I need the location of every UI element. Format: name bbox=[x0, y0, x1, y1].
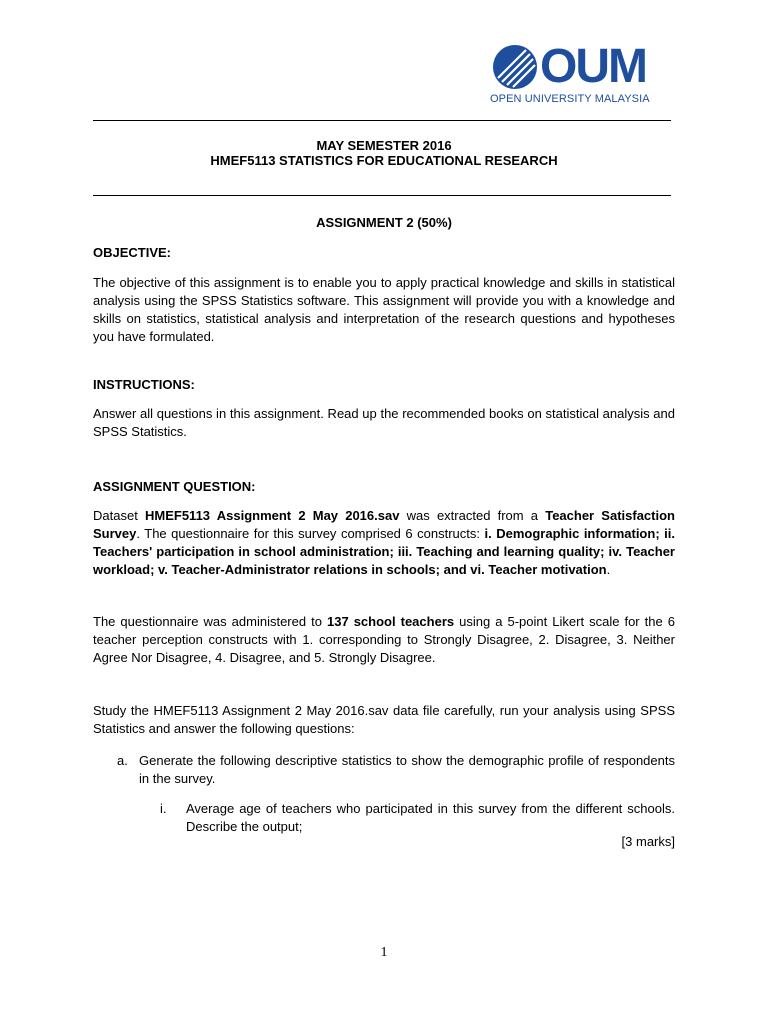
dataset-paragraph: Dataset HMEF5113 Assignment 2 May 2016.sav was extracted from a Teacher Satisfaction Survey. The questionnaire for this survey comprised 6 constructs: i. Demographic information; ii. Teachers' participation in school administration; iii. Teaching and learning quality; iv. Teacher workload; v. Teacher-Administrator relations in schools; and vi. Teacher motivation. bbox=[93, 508, 675, 577]
page-number: 1 bbox=[380, 945, 388, 960]
top-divider bbox=[93, 120, 671, 121]
list-marker-i: i. bbox=[160, 801, 167, 816]
questionnaire-paragraph: The questionnaire was administered to 137 school teachers using a 5-point Likert scale for the 6 teacher perception constructs with 1. corresponding to Strongly Disagree, 2. Disagree, 3. Neither Agree Nor Disagree, 4. Disagree, and 5. Strongly Disagree. bbox=[93, 614, 675, 665]
instructions-heading: INSTRUCTIONS: bbox=[93, 377, 195, 392]
logo-subtitle: OPEN UNIVERSITY MALAYSIA bbox=[490, 93, 650, 105]
marks-label: [3 marks] bbox=[621, 834, 675, 849]
list-item-i bbox=[160, 800, 675, 836]
assignment-title: ASSIGNMENT 2 (50%) bbox=[316, 215, 452, 230]
course-title: HMEF5113 STATISTICS FOR EDUCATIONAL RESEARCH bbox=[210, 153, 558, 168]
logo-wordmark: OUM bbox=[540, 40, 646, 93]
header-divider bbox=[93, 195, 671, 196]
study-paragraph: Study the HMEF5113 Assignment 2 May 2016.sav data file carefully, run your analysis using SPSS Statistics and answer the following questions: bbox=[93, 703, 675, 736]
objective-heading: OBJECTIVE: bbox=[93, 245, 172, 260]
list-marker-a: a. bbox=[117, 753, 128, 768]
oum-logo bbox=[490, 42, 670, 110]
semester-title: MAY SEMESTER 2016 bbox=[316, 138, 452, 153]
list-item-a bbox=[117, 752, 675, 788]
objective-text: The objective of this assignment is to enable you to apply practical knowledge and skills in statistical analysis using the SPSS Statistics software. This assignment will provide you with a knowledge and skills on statistics, statistical analysis and interpretation of the research questions and hypotheses you have formulated. bbox=[93, 275, 675, 344]
assignment-question-heading: ASSIGNMENT QUESTION: bbox=[93, 479, 256, 494]
instructions-text: Answer all questions in this assignment. Read up the recommended books on statistical analysis and SPSS Statistics. bbox=[93, 406, 675, 439]
list-item-i-text: Average age of teachers who participated in this survey from the different schools. Describe the output; bbox=[186, 801, 675, 834]
oum-globe-icon bbox=[492, 44, 538, 90]
list-item-a-text: Generate the following descriptive statistics to show the demographic profile of respondents in the survey. bbox=[139, 753, 675, 786]
